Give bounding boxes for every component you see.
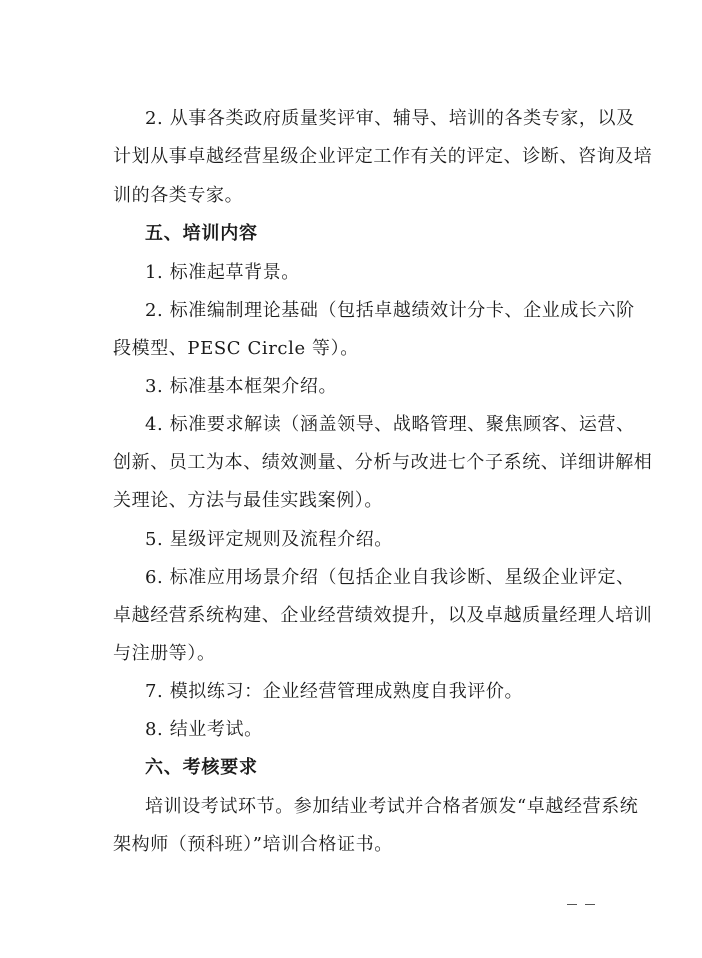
list-item: 8. 结业考试。 bbox=[145, 719, 263, 740]
list-item: 7. 模拟练习：企业经营管理成熟度自我评价。 bbox=[145, 681, 524, 702]
list-item: 4. 标准要求解读（涵盖领导、战略管理、聚焦顾客、运营、 bbox=[145, 414, 635, 435]
list-item: 3. 标准基本框架介绍。 bbox=[145, 376, 338, 397]
paragraph-line: 关理论、方法与最佳实践案例）。 bbox=[113, 490, 383, 511]
section-heading: 五、培训内容 bbox=[145, 223, 258, 244]
paragraph-line: 卓越经营系统构建、企业经营绩效提升，以及卓越质量经理人培训 bbox=[113, 605, 653, 626]
paragraph-line: 创新、员工为本、绩效测量、分析与改进七个子系统、详细讲解相 bbox=[113, 452, 653, 473]
paragraph-line: 训的各类专家。 bbox=[113, 185, 244, 206]
paragraph-line: 培训设考试环节。参加结业考试并合格者颁发“卓越经营系统 bbox=[145, 796, 639, 817]
paragraph-line: 段模型、PESC Circle 等）。 bbox=[113, 338, 359, 359]
paragraph-line: 2. 从事各类政府质量奖评审、辅导、培训的各类专家，以及 bbox=[145, 108, 635, 129]
paragraph-line: 计划从事卓越经营星级企业评定工作有关的评定、诊断、咨询及培 bbox=[113, 146, 653, 167]
list-item: 5. 星级评定规则及流程介绍。 bbox=[145, 529, 393, 550]
list-item: 2. 标准编制理论基础（包括卓越绩效计分卡、企业成长六阶 bbox=[145, 300, 635, 321]
section-heading: 六、考核要求 bbox=[145, 757, 258, 778]
paragraph-line: 架构师（预科班）”培训合格证书。 bbox=[113, 834, 393, 855]
list-item: 6. 标准应用场景介绍（包括企业自我诊断、星级企业评定、 bbox=[145, 567, 635, 588]
page-number-mark bbox=[567, 902, 597, 908]
paragraph-line: 与注册等）。 bbox=[113, 643, 216, 664]
list-item: 1. 标准起草背景。 bbox=[145, 262, 300, 283]
